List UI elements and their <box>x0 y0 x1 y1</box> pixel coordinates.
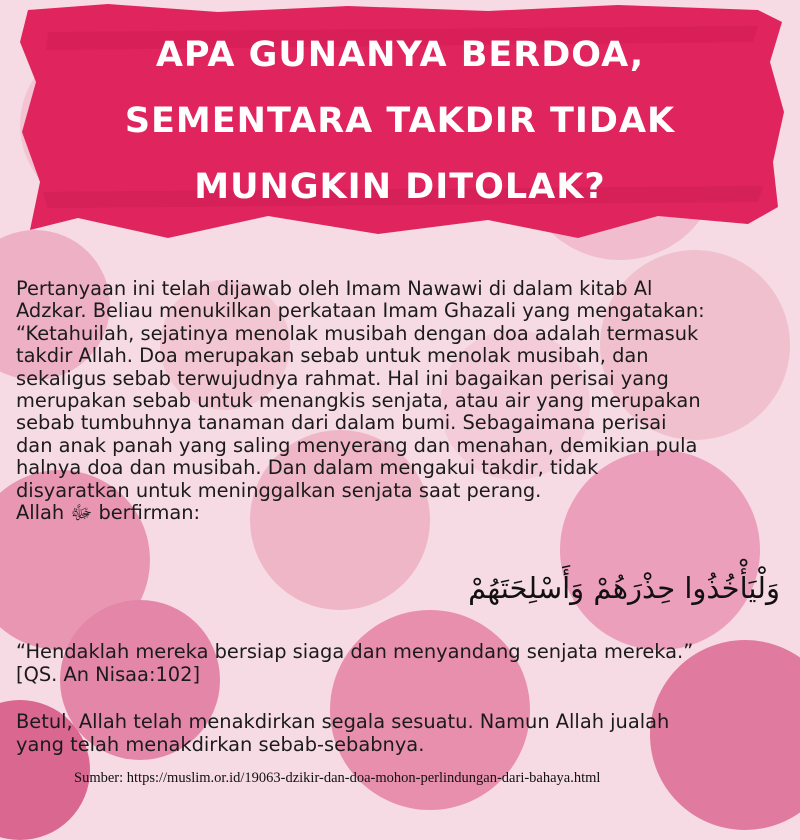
quran-verse-arabic: وَلْيَأْخُذُوا حِذْرَهُمْ وَأَسْلِحَتَهُمْ <box>468 571 780 605</box>
title-line: APA GUNANYA BERDOA, <box>155 35 645 75</box>
closing-paragraph <box>16 710 796 756</box>
paragraph-line: “Ketahuilah, sejatinya menolak musibah dengan doa adalah termasuk <box>16 321 699 345</box>
paragraph-line: Betul, Allah telah menakdirkan segala sesuatu. Namun Allah jualah <box>16 710 670 733</box>
paragraph-line: Pertanyaan ini telah dijawab oleh Imam Nawawi di dalam kitab Al <box>16 277 653 300</box>
paragraph-line: sekaligus sebab terwujudnya rahmat. Hal ini bagaikan perisai yang <box>16 366 669 390</box>
paragraph-line: halnya doa dan musibah. Dan dalam mengakui takdir, tidak <box>16 456 599 480</box>
paragraph-line: Allah ﷻ berfirman: <box>16 501 201 525</box>
paragraph-line: dan anak panah yang saling menyerang dan menahan, demikian pula <box>16 433 698 457</box>
translation-text: “Hendaklah mereka bersiap siaga dan menyandang senjata mereka.” <box>16 640 694 663</box>
explanation-paragraph <box>16 278 796 524</box>
source-citation: Sumber: https://muslim.or.id/19063-dzikir-dan-doa-mohon-perlindungan-dari-bahaya.html <box>74 770 601 786</box>
title-line: SEMENTARA TAKDIR TIDAK <box>124 101 676 141</box>
paragraph-line: disyaratkan untuk meninggalkan senjata saat perang. <box>16 478 542 502</box>
page-title <box>0 22 800 220</box>
paragraph-line: sebab tumbuhnya tanaman dari dalam bumi. Sebagaimana perisai <box>16 411 667 435</box>
paragraph-line: Adzkar. Beliau menukilkan perkataan Imam Ghazali yang mengatakan: <box>16 299 705 323</box>
verse-reference: [QS. An Nisaa:102] <box>16 663 201 686</box>
title-line: MUNGKIN DITOLAK? <box>194 167 606 207</box>
paragraph-line: takdir Allah. Doa merupakan sebab untuk menolak musibah, dan <box>16 344 649 368</box>
paragraph-line: merupakan sebab untuk menangkis senjata, atau air yang merupakan <box>16 389 701 413</box>
verse-translation <box>16 640 796 686</box>
paragraph-line: yang telah menakdirkan sebab-sebabnya. <box>16 733 425 756</box>
